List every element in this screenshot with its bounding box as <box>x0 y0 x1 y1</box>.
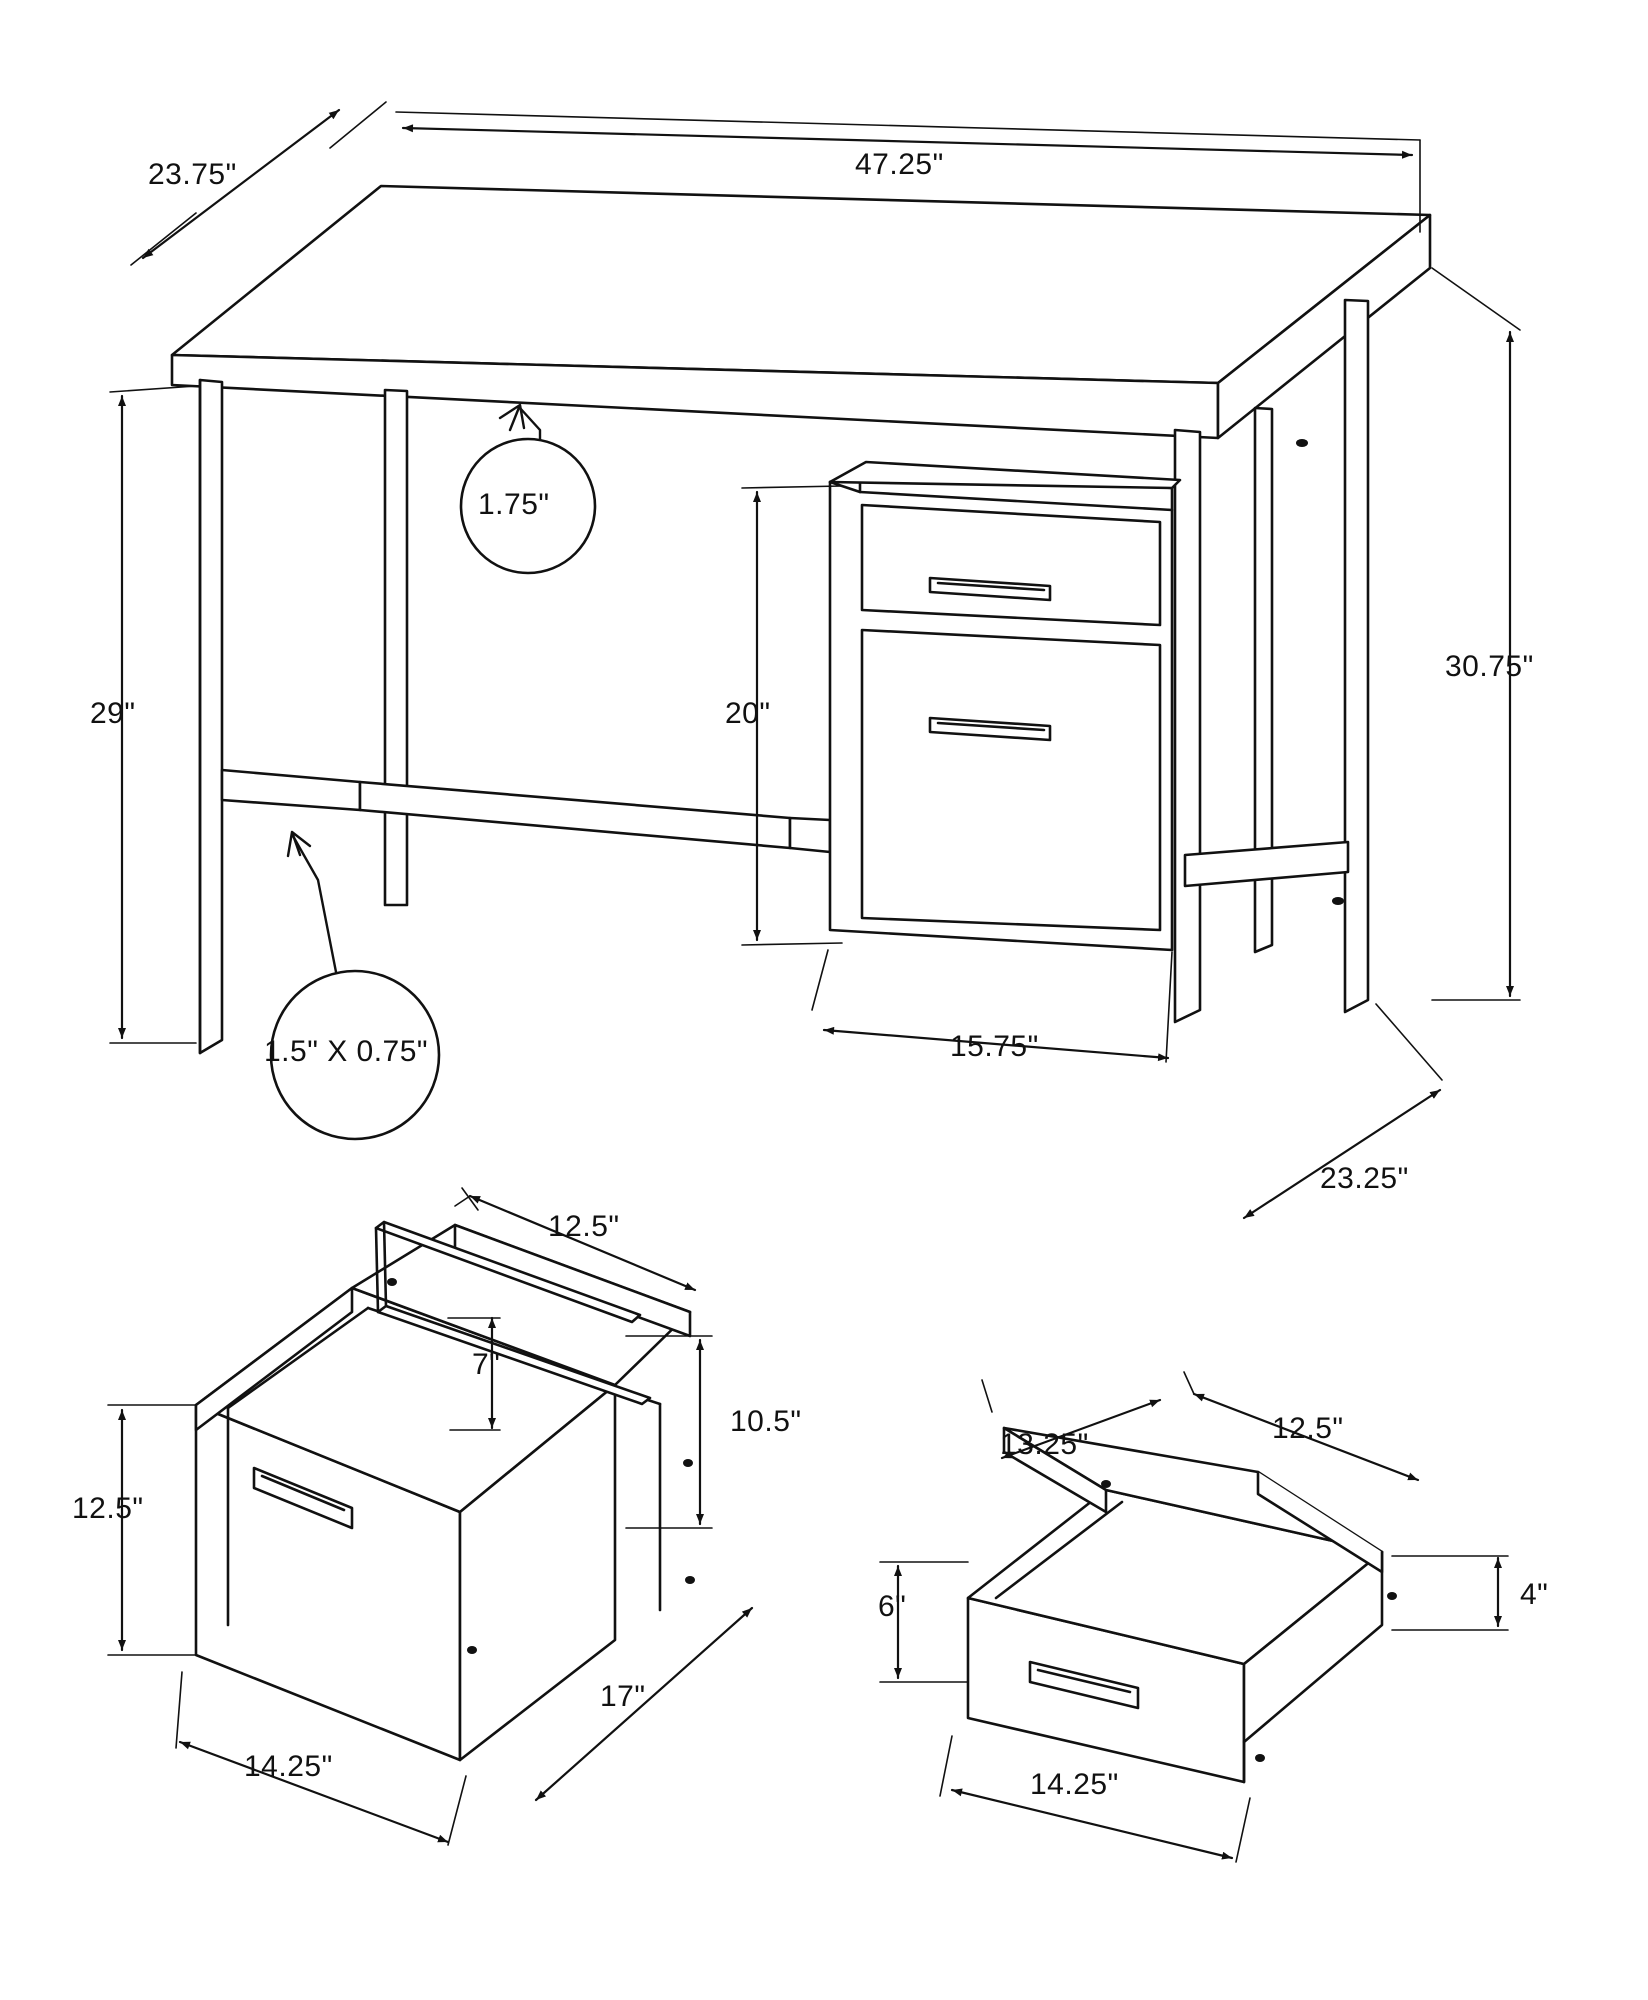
dimension-label-small-drawer-front-height: 6" <box>878 1590 907 1623</box>
small-drawer-geometry <box>968 1428 1397 1782</box>
dimension-label-file-drawer-side-length: 17" <box>600 1680 646 1713</box>
dimension-label-small-drawer-top-depth: 12.5" <box>1272 1412 1344 1445</box>
dimension-label-small-drawer-side-length: 13.25" <box>1000 1428 1089 1461</box>
desk-assembly-geometry <box>172 186 1430 1053</box>
dimension-label-file-drawer-front-height: 12.5" <box>72 1492 144 1525</box>
dimension-label-file-drawer-divider-height: 7" <box>472 1348 501 1381</box>
dimension-label-desk-overall-height: 30.75" <box>1445 650 1534 683</box>
dimension-label-desk-depth-top: 23.75" <box>148 158 237 191</box>
dimension-label-desk-clearance-height: 29" <box>90 697 136 730</box>
dimension-label-drawer-unit-width: 15.75" <box>950 1030 1039 1063</box>
dimension-label-file-drawer-inner-height: 10.5" <box>730 1405 802 1438</box>
dimension-label-desk-width: 47.25" <box>855 148 944 181</box>
dimension-label-desk-depth-bottom: 23.25" <box>1320 1162 1409 1195</box>
dimension-label-small-drawer-front-width: 14.25" <box>1030 1768 1119 1801</box>
dimension-label-leg-profile: 1.5" X 0.75" <box>264 1035 429 1068</box>
dimension-label-small-drawer-inner-height: 4" <box>1520 1578 1549 1611</box>
dimension-label-file-drawer-front-width: 14.25" <box>244 1750 333 1783</box>
dimension-label-file-drawer-top-depth: 12.5" <box>548 1210 620 1243</box>
dimension-label-desk-top-thickness: 1.75" <box>478 488 550 521</box>
dimension-label-drawer-unit-height: 20" <box>725 697 771 730</box>
